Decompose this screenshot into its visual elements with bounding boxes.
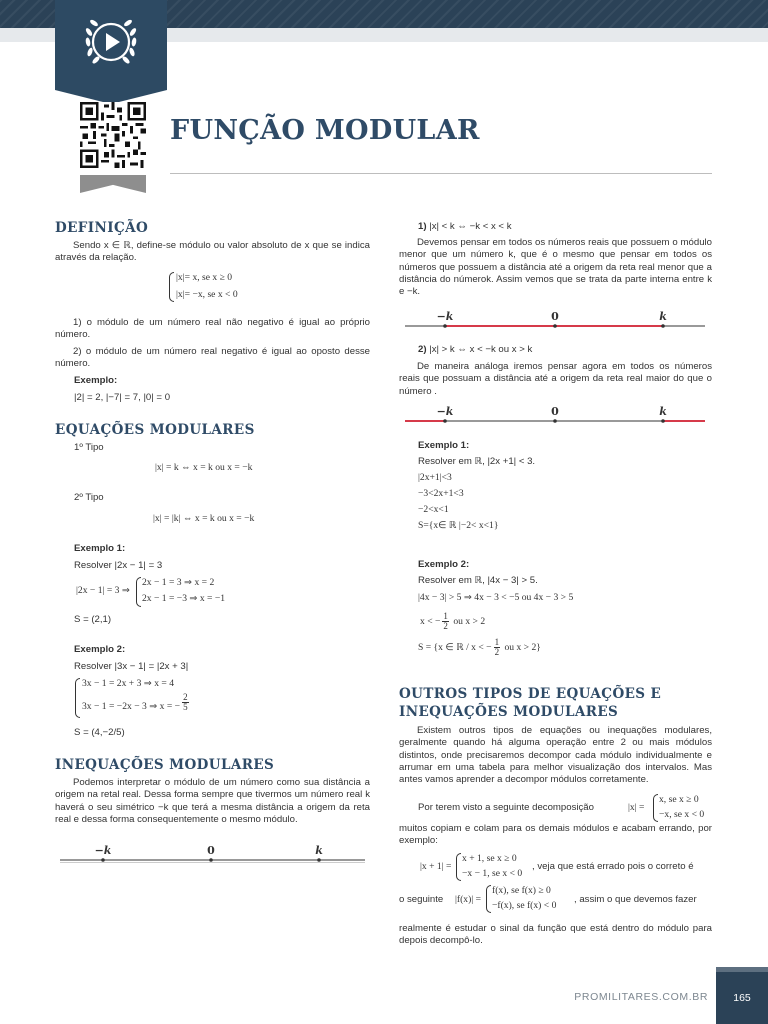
decomp-case-2: −x, se x < 0 xyxy=(659,809,705,820)
correct-after: , assim o que devemos fazer xyxy=(574,894,697,905)
case-1-title xyxy=(418,221,512,233)
col2-ex2-bound-b: ou x > 2 xyxy=(453,616,486,628)
col2-ex1-label: Exemplo 1: xyxy=(418,440,470,451)
brace xyxy=(169,272,174,302)
ex1-solution: S = (2,1) xyxy=(74,614,112,625)
decomp-text: Por terem visto a seguinte decomposição xyxy=(418,802,594,813)
qr-ribbon xyxy=(80,175,146,193)
case-number: 1) xyxy=(418,221,427,232)
rule-1: 1) o módulo de um número real não negativo é igual ao próprio número. xyxy=(55,317,370,341)
number-line-label: −k xyxy=(436,405,454,418)
fraction-numerator: 1 xyxy=(443,611,448,621)
col2-ex1-step: −3<2x+1<3 xyxy=(418,488,464,499)
fraction xyxy=(494,638,501,658)
ex2-case-1: 3x − 1 = 2x + 3 ⇒ x = 4 xyxy=(82,678,175,689)
number-line-outside xyxy=(405,402,705,428)
col2-ex2-text: Resolver em ℝ, |4x − 3| > 5. xyxy=(418,575,538,586)
ex1-left: |2x − 1| = 3 ⇒ xyxy=(76,585,130,596)
title-divider xyxy=(170,173,712,174)
case-1-relation: |x| < k ⇔ −k < x < k xyxy=(429,221,512,232)
rule-2: 2) o módulo de um número real negativo é igual ao oposto desse número. xyxy=(55,346,370,370)
tipo-2-equation: |x| = |k| ⇔ x = k ou x = −k xyxy=(153,513,255,524)
page-number-box xyxy=(716,967,768,1024)
example-text: |2| = 2, |−7| = 7, |0| = 0 xyxy=(74,392,171,403)
ex2-case-2-text: 3x − 1 = −2x − 3 ⇒ x = − xyxy=(82,701,181,713)
col2-ex2-bound xyxy=(420,612,485,632)
ex2-solution: S = (4,−2/5) xyxy=(74,727,125,738)
correct-case-2: −f(x), se f(x) < 0 xyxy=(492,900,557,911)
brace xyxy=(136,577,141,607)
fraction-denominator: 5 xyxy=(183,702,188,713)
wrong-left: |x + 1| = xyxy=(420,861,452,872)
col2-ex2-bound-a: x < − xyxy=(420,616,441,628)
case-1-text: Devemos pensar em todos os números reais que possuem o módulo menor que um número k, que é o mesmo que pensar em todos os números que possuem a distância até a origem da reta real menor que a distância do númerok. Assim vemos que se trata da parte interna entre k e −k. xyxy=(399,237,712,298)
number-line-label: −k xyxy=(436,310,454,323)
fraction xyxy=(182,693,189,713)
col2-ex1-step: −2<x<1 xyxy=(418,504,449,515)
number-line-label: −k xyxy=(94,844,112,857)
fraction-denominator: 2 xyxy=(494,647,500,658)
number-line-label: 0 xyxy=(207,844,215,857)
section-heading-equacoes: EQUAÇÕES MODULARES xyxy=(55,422,255,438)
decomp-case-1: x, se x ≥ 0 xyxy=(659,794,699,805)
case-2-title xyxy=(418,344,532,356)
wrong-case-2: −x − 1, se x < 0 xyxy=(462,868,523,879)
case-number: 2) xyxy=(418,344,427,355)
fraction-numerator: 2 xyxy=(183,692,188,702)
col2-ex2-solution-a: S = {x ∈ ℝ / x < − xyxy=(418,642,492,654)
wrong-case-1: x + 1, se x ≥ 0 xyxy=(462,853,517,864)
tipo-1-label: 1º Tipo xyxy=(74,442,104,453)
page-number: 165 xyxy=(733,992,751,1004)
col2-ex2-label: Exemplo 2: xyxy=(418,559,470,570)
page-title: FUNÇÃO MODULAR xyxy=(170,115,480,146)
example-label: Exemplo: xyxy=(74,375,118,386)
footer-site: PROMILITARES.COM.BR xyxy=(574,991,708,1003)
col2-ex1-step: |2x+1|<3 xyxy=(418,472,452,483)
brace xyxy=(486,885,491,913)
decomp-left: |x| = xyxy=(628,802,645,813)
col2-ex1-text: Resolver em ℝ, |2x +1| < 3. xyxy=(418,456,536,467)
col2-ex2-solution xyxy=(418,638,541,658)
section-heading-outros: OUTROS TIPOS DE EQUAÇÕES E INEQUAÇÕES MODULARES xyxy=(399,686,662,721)
number-line-label: 0 xyxy=(551,405,559,418)
correct-before: o seguinte xyxy=(399,894,444,905)
case-2-text: De maneira análoga iremos pensar agora em todos os números reais que possuam a distância até a origem da reta real maior do que o número . xyxy=(399,361,712,397)
number-line-label: k xyxy=(659,405,667,418)
ex1-case-1: 2x − 1 = 3 ⇒ x = 2 xyxy=(142,577,215,588)
ex1-text: Resolver |2x − 1| = 3 xyxy=(74,560,163,571)
tipo-2-label: 2º Tipo xyxy=(74,492,104,503)
ex1-label: Exemplo 1: xyxy=(74,543,126,554)
ex2-case-2 xyxy=(82,692,191,713)
col2-ex2-step: |4x − 3| > 5 ⇒ 4x − 3 < −5 ou 4x − 3 > 5 xyxy=(418,592,574,603)
fraction-numerator: 1 xyxy=(494,637,500,647)
fraction-denominator: 2 xyxy=(443,621,448,632)
inequacoes-text: Podemos interpretar o módulo de um número como sua distância a origem na retal real. Dessa forma sempre que tivermos um número real k haverá o seu simétrico −k que terá a mesma distância a origem da reta real e dessa forma consequentemente o mesmo módulo. xyxy=(55,777,370,825)
brace xyxy=(75,678,80,718)
definition-case-1: |x|= x, se x ≥ 0 xyxy=(176,272,233,283)
logo-badge xyxy=(55,0,167,90)
page-number-stripe xyxy=(716,967,768,972)
number-line-label: k xyxy=(315,844,323,857)
brace xyxy=(456,853,461,881)
tipo-1-equation: |x| = k ⇔ x = k ou x = −k xyxy=(155,462,253,473)
ex2-text: Resolver |3x − 1| = |2x + 3| xyxy=(74,661,189,672)
number-line-inside xyxy=(405,307,705,333)
case-2-relation: |x| > k ⇔ x < −k ou x > k xyxy=(429,344,533,355)
number-line-col1 xyxy=(60,840,365,868)
number-line-label: 0 xyxy=(551,310,559,323)
fraction xyxy=(442,612,449,632)
outros-text: Existem outros tipos de equações ou inequações modulares, geralmente quando há alguma operação entre 2 ou mais módulos distintos, onde precisaremos decompor cada módulo individualmente e arrumar em uma tabela para melhor visualização dos intervalos. Mas antes vamos aprender a decompor módulos corretamente. xyxy=(399,725,712,786)
copy-text: muitos copiam e colam para os demais módulos e acabam errando, por exemplo: xyxy=(399,823,712,847)
correct-case-1: f(x), se f(x) ≥ 0 xyxy=(492,885,551,896)
wrong-after: , veja que está errado pois o correto é xyxy=(532,861,694,872)
ex1-case-2: 2x − 1 = −3 ⇒ x = −1 xyxy=(142,593,226,604)
correct-left: |f(x)| = xyxy=(455,894,482,905)
section-heading-definicao: DEFINIÇÃO xyxy=(55,220,149,236)
col2-ex1-solution: S={x∈ ℝ |−2< x<1} xyxy=(418,520,499,531)
definition-text: Sendo x ∈ ℝ, define-se módulo ou valor absoluto de x que se indica através da relação. xyxy=(55,240,370,264)
number-line-label: k xyxy=(659,310,667,323)
brace xyxy=(653,794,658,822)
qr-code-icon[interactable] xyxy=(80,102,146,168)
col2-ex2-solution-b: ou x > 2} xyxy=(504,642,541,654)
play-laurel-icon xyxy=(79,8,143,72)
final-text: realmente é estudar o sinal da função que está dentro do módulo para depois decompô-lo. xyxy=(399,923,712,947)
section-heading-inequacoes: INEQUAÇÕES MODULARES xyxy=(55,757,275,773)
ex2-label: Exemplo 2: xyxy=(74,644,126,655)
definition-case-2: |x|= −x, se x < 0 xyxy=(176,289,238,300)
